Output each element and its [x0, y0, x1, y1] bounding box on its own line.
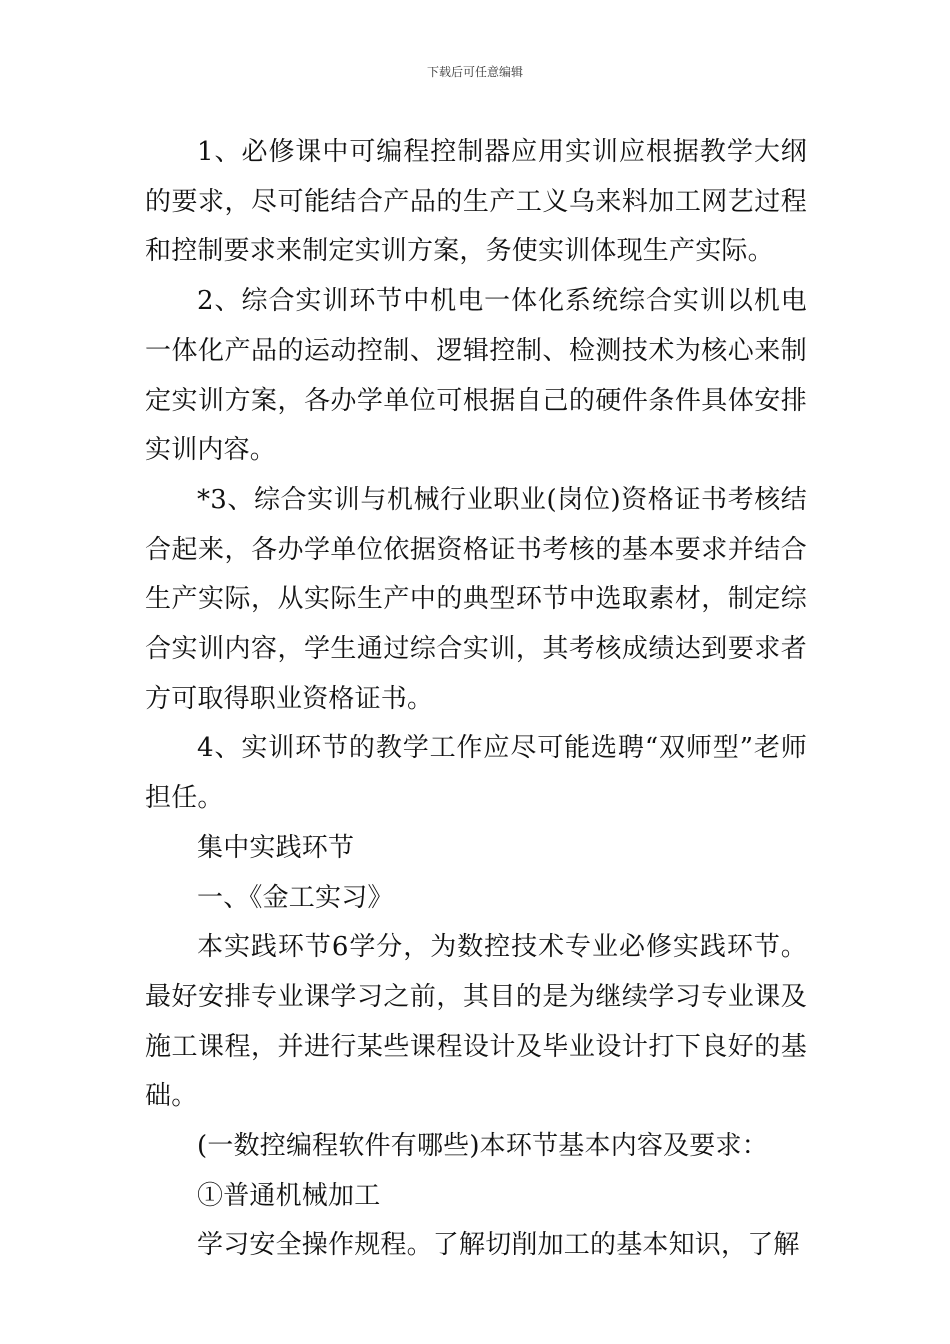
- section-heading-practice: 集中实践环节: [197, 832, 355, 863]
- paragraph-content-requirements: (一数控编程软件有哪些)本环节基本内容及要求：: [197, 1131, 768, 1162]
- paragraph-mechatronics-training: 2、综合实训环节中机电一体化系统综合实训以机电一体化产品的运动控制、逻辑控制、检测技术为核心来制定实训方案，各办学单位可根据自己的硬件条件具体安排实训内容。: [145, 286, 807, 466]
- item-machining: ①普通机械加工: [197, 1180, 381, 1211]
- document-body: [145, 128, 807, 1271]
- paragraph-metalwork-intro: 本实践环节6学分，为数控技术专业必修实践环节。最好安排专业课学习之前，其目的是为继续学习专业课及施工课程，并进行某些课程设计及毕业设计打下良好的基础。: [145, 932, 807, 1112]
- paragraph-safety: 学习安全操作规程。了解切削加工的基本知识，了解: [197, 1230, 800, 1261]
- paragraph-plc-training: 1、必修课中可编程控制器应用实训应根据教学大纲的要求，尽可能结合产品的生产工义乌来料加工网艺过程和控制要求来制定实训方案，务使实训体现生产实际。: [145, 137, 807, 267]
- paragraph-dual-teacher: 4、实训环节的教学工作应尽可能选聘“双师型”老师担任。: [145, 733, 807, 814]
- page-header: 下载后可任意编辑: [426, 65, 523, 79]
- paragraph-certification: *3、综合实训与机械行业职业(岗位)资格证书考核结合起来，各办学单位依据资格证书考核的基本要求并结合生产实际，从实际生产中的典型环节中选取素材，制定综合实训内容，学生通过综合实训，其考核成绩达到要求者方可取得职业资格证书。: [145, 484, 807, 714]
- subheading-metalwork: 一、《金工实习》: [197, 882, 394, 913]
